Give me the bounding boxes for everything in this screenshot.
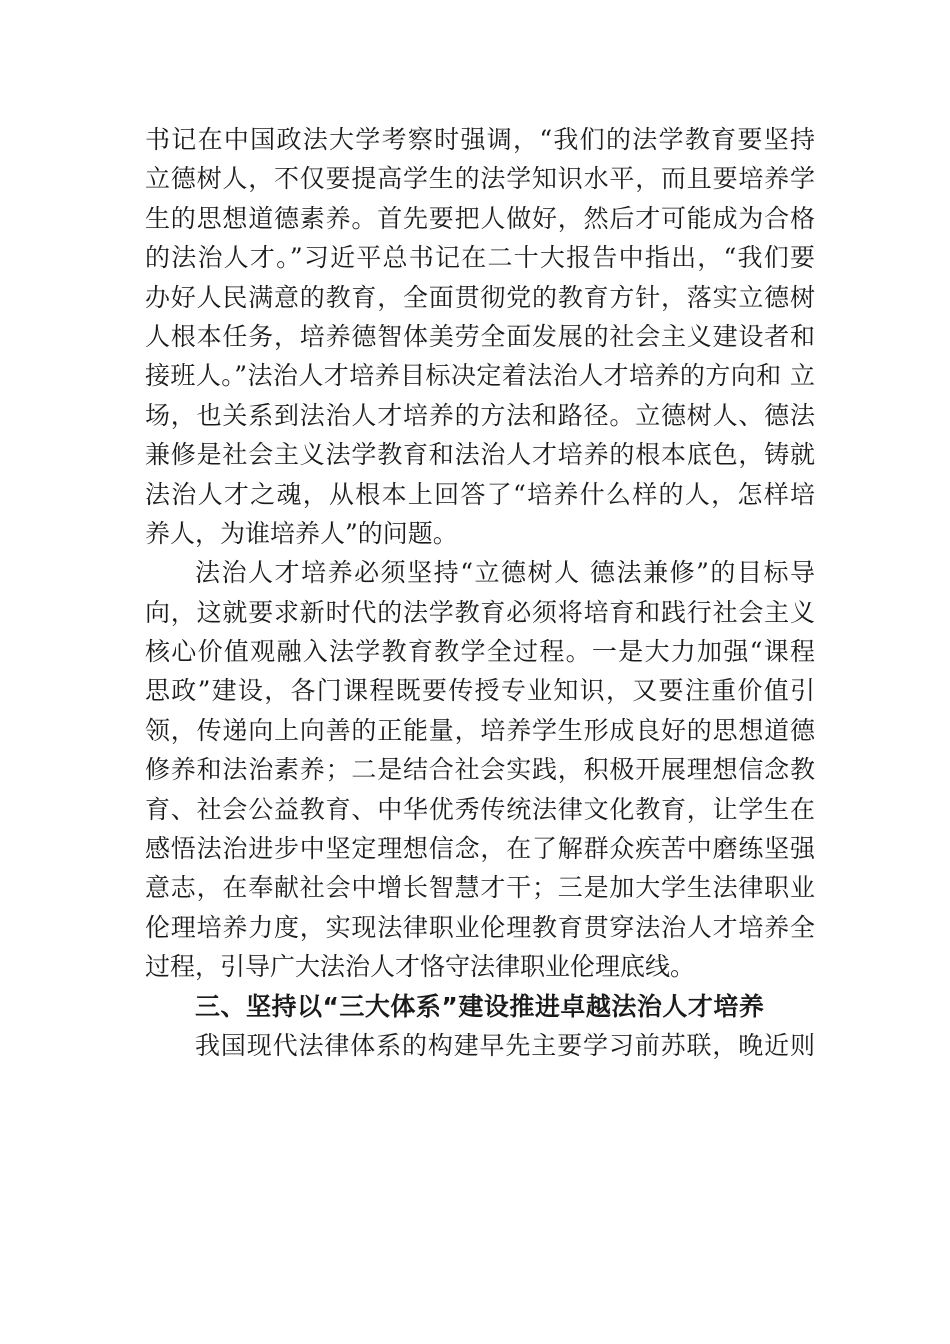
text-line: 核心价值观融入法学教育教学全过程。一是大力加强“课程 (145, 637, 815, 667)
text-line: 向，这就要求新时代的法学教育必须将培育和践行社会主义 (145, 597, 815, 627)
text-line: 过程，引导广大法治人才恪守法律职业伦理底线。 (145, 952, 696, 982)
text-line: 生的思想道德素养。首先要把人做好，然后才可能成为合格 (145, 203, 815, 233)
text-line: 人根本任务，培养德智体美劳全面发展的社会主义建设者和 (145, 321, 815, 351)
text-line: 场，也关系到法治人才培养的方法和路径。立德树人、德法 (145, 400, 815, 430)
text-line: 法治人才培养必须坚持“立德树人 德法兼修”的目标导 (195, 558, 815, 588)
text-line: 兼修是社会主义法学教育和法治人才培养的根本底色，铸就 (145, 440, 815, 470)
text-line: 修养和法治素养；二是结合社会实践，积极开展理想信念教 (145, 755, 815, 785)
text-line: 办好人民满意的教育，全面贯彻党的教育方针，落实立德树 (145, 282, 815, 312)
text-line: 书记在中国政法大学考察时强调，“我们的法学教育要坚持 (145, 125, 815, 154)
text-line: 意志，在奉献社会中增长智慧才干；三是加大学生法律职业 (145, 873, 815, 903)
body-text (145, 120, 815, 1065)
text-line: 接班人。”法治人才培养目标决定着法治人才培养的方向和 立 (145, 361, 815, 391)
text-line: 感悟法治进步中坚定理想信念，在了解群众疾苦中磨练坚强 (145, 834, 815, 864)
text-line: 的法治人才。”习近平总书记在二十大报告中指出，“我们要 (145, 243, 815, 273)
text-line: 立德树人，不仅要提高学生的法学知识水平，而且要培养学 (145, 164, 815, 194)
text-line: 法治人才之魂，从根本上回答了“培养什么样的人，怎样培 (145, 479, 815, 509)
text-line: 思政”建设，各门课程既要传授专业知识，又要注重价值引 (145, 676, 815, 706)
text-line: 育、社会公益教育、中华优秀传统法律文化教育，让学生在 (145, 794, 815, 824)
text-line: 我国现代法律体系的构建早先主要学习前苏联，晚近则 (195, 1030, 815, 1060)
section-heading: 三、坚持以“三大体系”建设推进卓越法治人才培养 (195, 991, 765, 1021)
text-line: 养人，为谁培养人”的问题。 (145, 518, 458, 548)
text-line: 领，传递向上向善的正能量，培养学生形成良好的思想道德 (145, 715, 815, 745)
text-line: 伦理培养力度，实现法律职业伦理教育贯穿法治人才培养全 (145, 912, 815, 942)
